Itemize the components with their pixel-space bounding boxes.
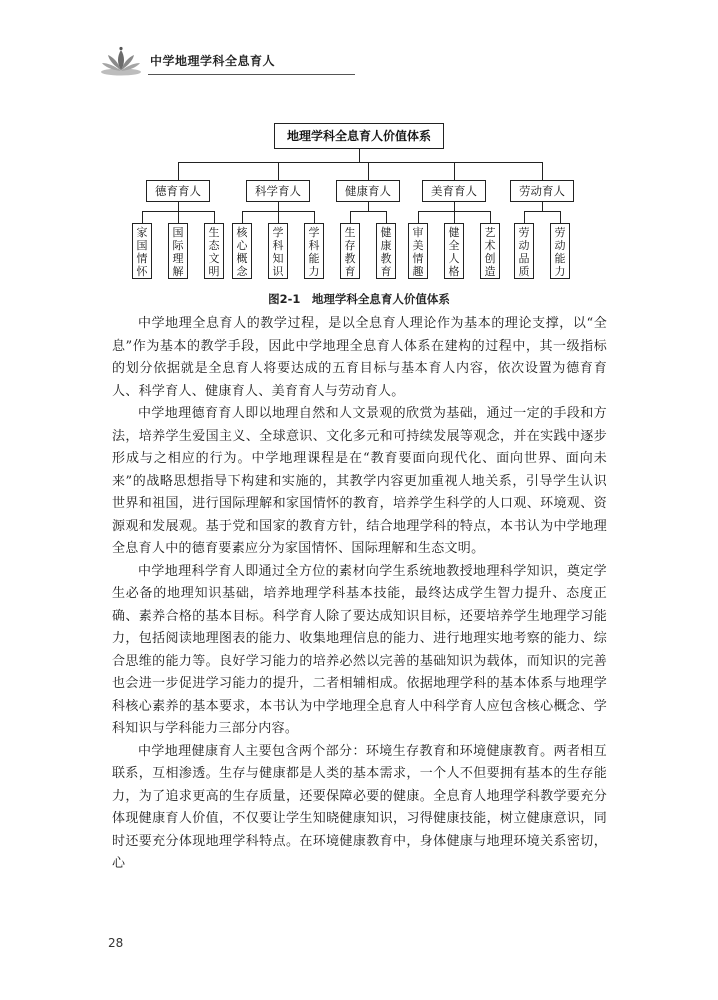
connector-line (178, 202, 179, 211)
item-box: 核 心 概 念 (232, 223, 252, 279)
paragraph: 中学地理科学育人即通过全方位的素材向学生系统地教授地理科学知识，奠定学生必备的地理知识基础，培养地理学科基本技能，最终达成学生智力提升、态度正确、素养合格的基本目标。科学育人除了要达成知识目标，还要培养学生地理学习能力，包括阅读地理图表的能力、收集地理信息的能力、进行地理实地考察的能力、综合思维的能力等。良好学习能力的培养必然以完善的基础知识为载体，而知识的完善也会进一步促进学习能力的提升，二者相辅相成。依据地理学科的基本体系与地理学科核心素养的基本要求，本书认为中学地理全息育人中科学育人应包含核心概念、学科知识与学科能力三部分内容。 (112, 563, 607, 736)
item-box: 国 际 理 解 (168, 223, 188, 279)
header-rule (148, 74, 355, 75)
item-box: 健 全 人 格 (444, 223, 464, 279)
item-box: 劳 动 品 质 (514, 223, 534, 279)
lotus-icon (100, 46, 142, 76)
category-box: 劳动育人 (510, 180, 574, 202)
page-number: 28 (108, 936, 124, 950)
connector-line (454, 162, 455, 180)
item-box: 劳 动 能 力 (550, 223, 570, 279)
connector-line (178, 211, 179, 223)
category-box: 德育育人 (146, 180, 210, 202)
connector-line (178, 162, 543, 163)
connector-line (490, 211, 491, 223)
item-box: 审 美 情 趣 (408, 223, 428, 279)
paragraph: 中学地理全息育人的教学过程，是以全息育人理论作为基本的理论支撑，以“全息”作为基本的教学手段，因此中学地理全息育人体系在建构的过程中，其一级指标的划分依据就是全息育人将要达成的五育目标与基本育人内容，依次设置为德育育人、科学育人、健康育人、美育育人与劳动育人。 (112, 316, 607, 399)
item-box: 生 态 文 明 (204, 223, 224, 279)
connector-line (242, 211, 243, 223)
connector-line (278, 211, 279, 223)
connector-line (418, 211, 419, 223)
figure-caption: 图2-1 地理学科全息育人价值体系 (268, 292, 450, 306)
connector-line (359, 149, 360, 162)
connector-line (386, 211, 387, 223)
connector-line (278, 202, 279, 211)
value-system-diagram (0, 110, 718, 310)
connector-line (542, 162, 543, 180)
body-text (112, 313, 607, 876)
paragraph: 中学地理德育育人即以地理自然和人文景观的欣赏为基础，通过一定的手段和方法，培养学生爱国主义、全球意识、文化多元和可持续发展等观念，并在实践中逐步形成与之相应的行为。中学地理课程是在“教育要面向现代化、面向世界、面向未来”的战略思想指导下构建和实施的，其教学内容更加重视人地关系，引导学生认识世界和祖国，进行国际理解和家国情怀的教育，培养学生科学的人口观、环境观、资源观和发展观。基于党和国家的教育方针，结合地理学科的特点，本书认为中学地理全息育人中的德育要素应分为家国情怀、国际理解和生态文明。 (112, 406, 607, 556)
connector-line (524, 211, 525, 223)
connector-line (368, 202, 369, 211)
connector-line (454, 211, 455, 223)
connector-line (214, 211, 215, 223)
item-box: 艺 术 创 造 (480, 223, 500, 279)
connector-line (454, 202, 455, 211)
connector-line (560, 211, 561, 223)
connector-line (178, 162, 179, 180)
book-title: 中学地理学科全息育人 (150, 54, 276, 68)
category-box: 美育育人 (422, 180, 486, 202)
paragraph: 中学地理健康育人主要包含两个部分：环境生存教育和环境健康教育。两者相互联系，互相渗透。生存与健康都是人类的基本需求，一个人不但要拥有基本的生存能力，为了追求更高的生存质量，还要保障必要的健康。全息育人地理学科教学要充分体现健康育人价值，不仅要让学生知晓健康知识，习得健康技能，树立健康意识，同时还要充分体现地理学科特点。在环境健康教育中，身体健康与地理环境关系密切，心 (112, 743, 607, 871)
connector-line (350, 211, 351, 223)
connector-line (278, 162, 279, 180)
item-box: 学 科 知 识 (268, 223, 288, 279)
item-box: 家 国 情 怀 (132, 223, 152, 279)
category-box: 科学育人 (246, 180, 310, 202)
running-header (100, 44, 355, 76)
item-box: 学 科 能 力 (304, 223, 324, 279)
connector-line (350, 211, 387, 212)
diagram-root-box: 地理学科全息育人价值体系 (274, 123, 444, 149)
connector-line (542, 202, 543, 211)
connector-line (524, 211, 561, 212)
item-box: 健 康 教 育 (376, 223, 396, 279)
connector-line (368, 162, 369, 180)
connector-line (142, 211, 143, 223)
connector-line (314, 211, 315, 223)
item-box: 生 存 教 育 (340, 223, 360, 279)
category-box: 健康育人 (336, 180, 400, 202)
